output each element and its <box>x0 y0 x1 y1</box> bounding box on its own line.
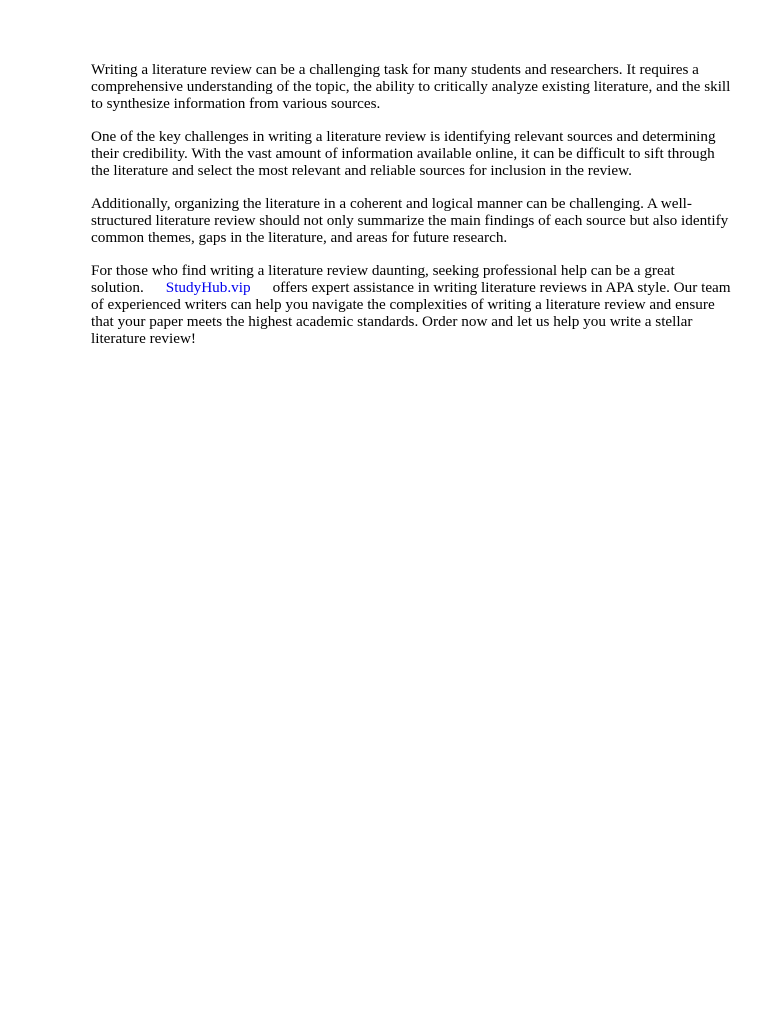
paragraph-intro: Writing a literature review can be a challenging task for many students and researchers. It requires a comprehensive understanding of the topic, the ability to critically analyze existing literature, and the skill to synthesize information from various sources. <box>91 61 731 112</box>
paragraph-organizing: Additionally, organizing the literature in a coherent and logical manner can be challenging. A well-structured literature review should not only summarize the main findings of each source but also identify common themes, gaps in the literature, and areas for future research. <box>91 195 729 246</box>
paragraph-sources: One of the key challenges in writing a literature review is identifying relevant sources and determining their credibility. With the vast amount of information available online, it can be difficult to sift through the literature and select the most relevant and reliable sources for inclusion in the review. <box>91 128 716 179</box>
paragraph-text-after-link: offers expert assistance in writing literature reviews in APA style. Our team of experienced writers can help you navigate the complexities of writing a literature review and ensure that your paper meets the highest academic standards. Order now and let us help you write a stellar literature review! <box>91 279 731 347</box>
paragraph-professional-help <box>91 262 731 347</box>
document-page <box>91 61 731 363</box>
paragraph-text-before-link: For those who find writing a literature review daunting, seeking professional help can be a great solution. <box>91 262 675 296</box>
studyhub-link[interactable]: StudyHub.vip <box>165 279 251 296</box>
